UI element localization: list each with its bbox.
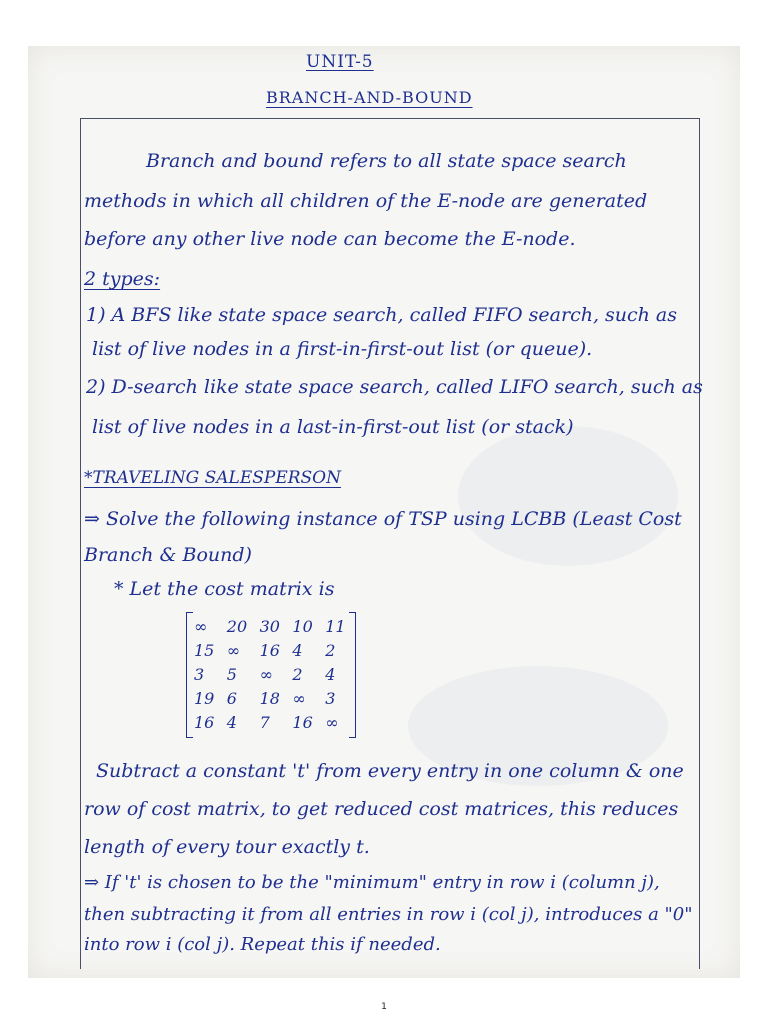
matrix-cell: ∞ xyxy=(259,664,273,684)
matrix-cell: 18 xyxy=(259,688,280,708)
matrix-cell: 5 xyxy=(226,664,237,684)
matrix-cell: 4 xyxy=(292,640,303,660)
text-line: before any other live node can become the E-node. xyxy=(84,228,576,250)
text-line: 2) D-search like state space search, called LIFO search, such as xyxy=(86,376,703,398)
matrix-cell: 4 xyxy=(325,664,336,684)
matrix-row xyxy=(192,638,356,662)
matrix-cell: 6 xyxy=(226,688,237,708)
text-line: methods in which all children of the E-node are generated xyxy=(84,190,648,212)
matrix-row xyxy=(192,614,356,638)
matrix-cell: ∞ xyxy=(194,616,208,636)
matrix-cell: 2 xyxy=(325,640,336,660)
matrix-cell: 11 xyxy=(325,616,346,636)
text-line: into row i (col j). Repeat this if needed. xyxy=(84,934,441,955)
matrix-row xyxy=(192,710,356,734)
text-line: Subtract a constant 't' from every entry in one column & one xyxy=(96,760,684,782)
matrix-cell: 2 xyxy=(292,664,303,684)
text-line: * Let the cost matrix is xyxy=(114,578,335,600)
text-line: Branch & Bound) xyxy=(84,544,252,566)
matrix-cell: 16 xyxy=(194,712,215,732)
text-line: ⇒ Solve the following instance of TSP using LCBB (Least Cost xyxy=(84,508,682,530)
matrix-cell: ∞ xyxy=(226,640,241,660)
matrix-cell: 16 xyxy=(292,712,313,732)
matrix-cell: 10 xyxy=(292,616,313,636)
matrix-cell: 3 xyxy=(325,688,336,708)
matrix-cell: 19 xyxy=(194,688,215,708)
text-line: then subtracting it from all entries in row i (col j), introduces a "0" xyxy=(84,904,693,925)
matrix-cell: 30 xyxy=(259,616,280,636)
chapter-heading: BRANCH-AND-BOUND xyxy=(266,88,473,107)
text-line: length of every tour exactly t. xyxy=(84,836,370,858)
matrix-cell: 20 xyxy=(226,616,248,636)
matrix-cell: 15 xyxy=(194,640,215,660)
matrix-cell: 16 xyxy=(259,640,280,660)
matrix-cell: 4 xyxy=(226,712,237,732)
page-number: 1 xyxy=(381,1002,387,1012)
text-line: list of live nodes in a last-in-first-out list (or stack) xyxy=(92,416,574,438)
matrix-row xyxy=(192,686,356,710)
matrix-cell: 3 xyxy=(194,664,205,684)
section-label: 2 types: xyxy=(84,268,161,290)
matrix-row xyxy=(192,662,356,686)
text-line: row of cost matrix, to get reduced cost matrices, this reduces xyxy=(84,798,679,820)
matrix-cell: ∞ xyxy=(292,688,306,708)
matrix-cell: 7 xyxy=(259,712,270,732)
unit-title: UNIT-5 xyxy=(306,52,374,72)
text-line: Branch and bound refers to all state space search xyxy=(146,150,627,172)
text-line: 1) A BFS like state space search, called FIFO search, such as xyxy=(86,304,678,326)
matrix-cell: ∞ xyxy=(325,712,339,732)
text-line: ⇒ If 't' is chosen to be the "minimum" entry in row i (column j), xyxy=(84,872,660,893)
matrix-table xyxy=(192,614,356,734)
text-line: list of live nodes in a first-in-first-out list (or queue). xyxy=(92,338,593,360)
cost-matrix xyxy=(186,612,356,738)
section-heading: *TRAVELING SALESPERSON xyxy=(84,468,341,488)
